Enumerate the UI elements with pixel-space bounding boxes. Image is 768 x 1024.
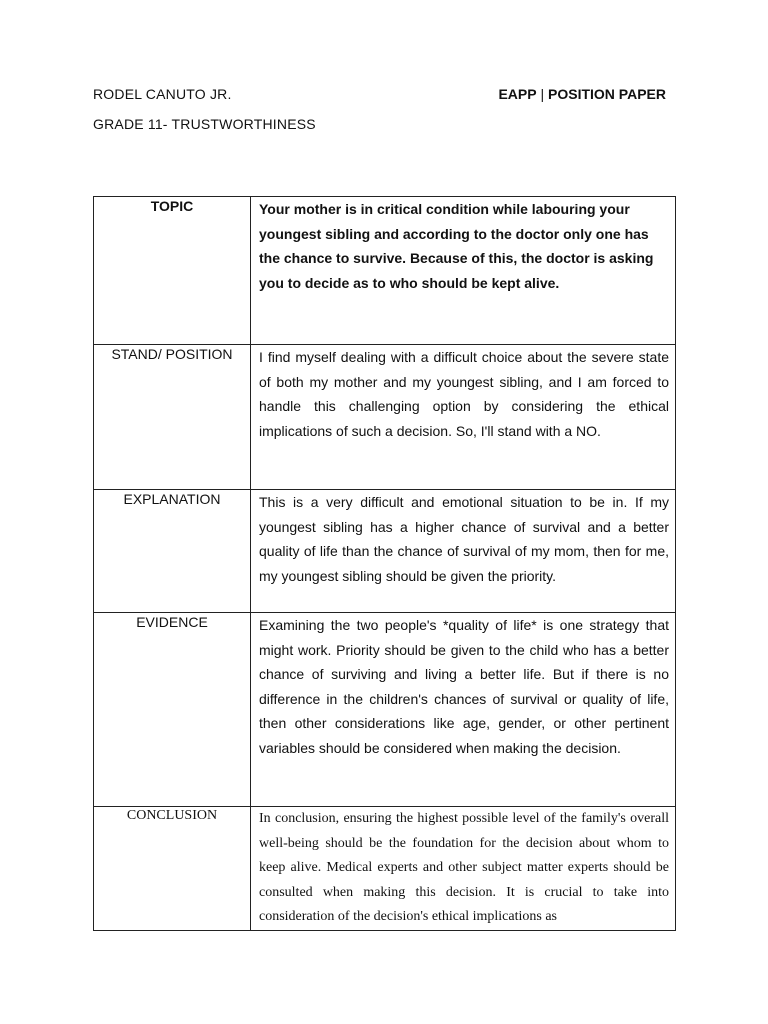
row-label-stand: STAND/ POSITION	[94, 345, 251, 490]
topic-text: Your mother is in critical condition while labouring your youngest sibling and according to the doctor only one has the chance to survive. Because of this, the doctor is asking you to decide as to who should be kept alive.	[259, 201, 654, 291]
conclusion-text: In conclusion, ensuring the highest possible level of the family's overall well-being should be the foundation for the decision about whom to keep alive. Medical experts and other subject matter experts should be consulted when making this decision. It is crucial to take into consideration of the decision's ethical implications as	[259, 811, 669, 924]
table-row-explanation	[94, 490, 676, 613]
table-row-evidence	[94, 613, 676, 807]
row-content-stand	[251, 345, 676, 490]
grade-section: GRADE 11- TRUSTWORTHINESS	[93, 116, 316, 132]
course-code: EAPP	[498, 86, 537, 102]
paper-type: POSITION PAPER	[548, 86, 666, 102]
position-paper-table	[93, 196, 676, 931]
stand-text: I find myself dealing with a difficult choice about the severe state of both my mother and my youngest sibling, and I am forced to handle this challenging option by considering the ethical implications of such a decision. So, I'll stand with a NO.	[259, 349, 669, 439]
row-label-explanation: EXPLANATION	[94, 490, 251, 613]
explanation-text: This is a very difficult and emotional situation to be in. If my youngest sibling has a higher chance of survival and a better quality of life than the chance of survival of my mom, then for me, my youngest sibling should be given the priority.	[259, 494, 669, 584]
row-label-conclusion: CONCLUSION	[94, 807, 251, 931]
row-content-explanation	[251, 490, 676, 613]
table-row-stand	[94, 345, 676, 490]
document-header	[93, 86, 673, 106]
row-label-topic: TOPIC	[94, 197, 251, 345]
title-separator: |	[536, 86, 549, 102]
table-row-conclusion	[94, 807, 676, 931]
table-row-topic	[94, 197, 676, 345]
author-name: RODEL CANUTO JR.	[93, 86, 232, 102]
row-label-evidence: EVIDENCE	[94, 613, 251, 807]
row-content-evidence	[251, 613, 676, 807]
row-content-conclusion	[251, 807, 676, 931]
row-content-topic	[251, 197, 676, 345]
paper-label	[498, 86, 666, 102]
evidence-text: Examining the two people's *quality of life* is one strategy that might work. Priority should be given to the child who has a better chance of surviving and living a better life. But if there is no difference in the children's chances of survival or quality of life, then other considerations like age, gender, or other pertinent variables should be considered when making the decision.	[259, 617, 669, 756]
